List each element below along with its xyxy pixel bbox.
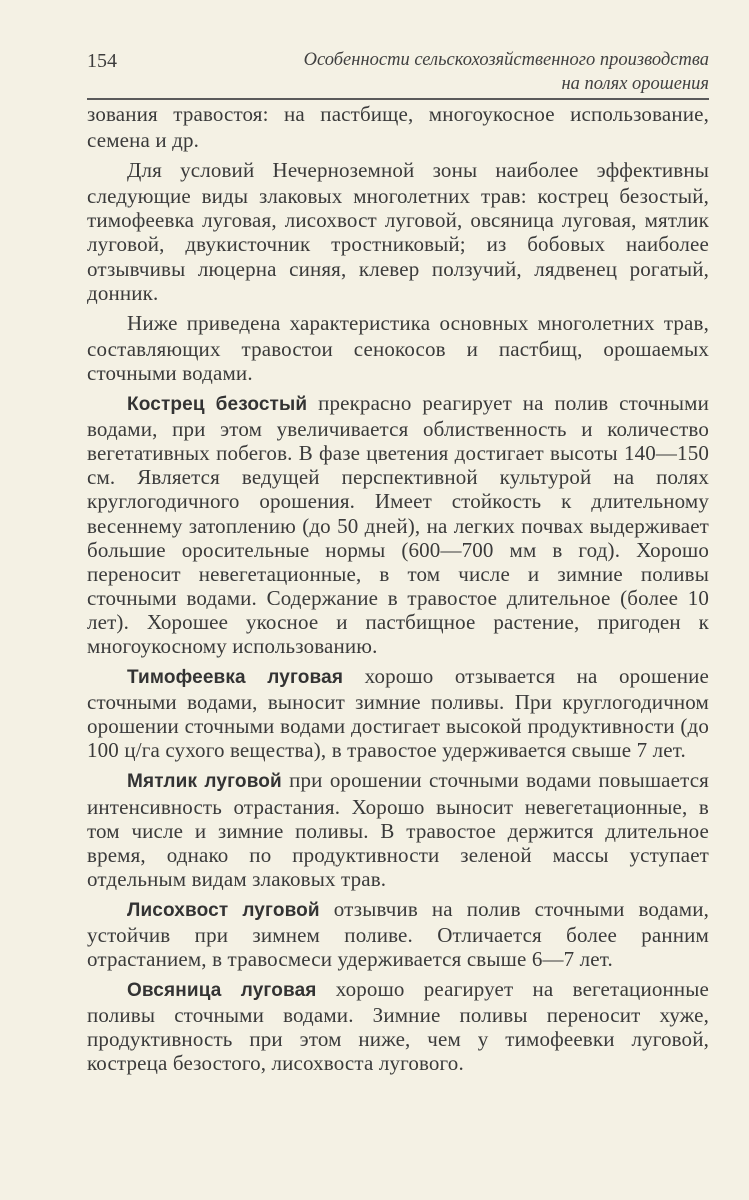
running-head-line-1: Особенности сельскохозяйственного производства <box>303 50 709 70</box>
paragraph-term: Лисохвост луговой <box>127 899 320 921</box>
paragraph-text: Для условий Нечерноземной зоны наиболее эффективны следующие виды злаковых многолетних трав: кострец безостый, тимофеевка луговая, лисохвост луговой, овсяница луговая, мятлик луговой, двукисточник тростниковый; из бобовых наиболее отзывчивы люцерна синяя, клевер ползучий, лядвенец рогатый, донник. <box>87 158 709 305</box>
paragraph-text: при орошении сточными водами повышается интенсивность отрастания. Хорошо выносит невегетационные, в том числе и зимние поливы. В травостое держится длительное время, однако по продуктивности зеленой массы уступает отдельным видам злаковых трав. <box>87 768 709 891</box>
paragraph-text: прекрасно реагирует на полив сточными водами, при этом увеличивается облиственность и количество вегетативных побегов. В фазе цветения достигает высоты 140—150 см. Является ведущей перспективной культурой на полях круглогодичного орошения. Имеет стойкость к длительному весеннему затоплению (до 50 дней), на легких почвах выдерживает большие оросительные нормы (600—700 мм в год). Хорошо переносит невегетационные, в том числе и зимние поливы сточными водами. Содержание в травостое длительное (более 10 лет). Хорошее укосное и пастбищное растение, пригоден к многоукосному использованию. <box>87 391 709 658</box>
page-header <box>87 44 709 104</box>
paragraph-intro-characteristics <box>87 311 709 385</box>
paragraph-myatlik <box>87 768 709 890</box>
paragraph-term: Овсяница луговая <box>127 980 317 1002</box>
running-head <box>304 48 709 96</box>
body-text <box>87 102 709 1082</box>
paragraph-term: Тимофеевка луговая <box>127 667 344 689</box>
paragraph-text: хорошо отзывается на орошение сточными водами, выносит зимние поливы. При круглогодичном орошении сточными водами достигает высокой продуктивности (до 100 ц/га сухого вещества), в травостое удерживается свыше 7 лет. <box>87 664 709 763</box>
paragraph-term: Мятлик луговой <box>127 771 282 793</box>
paragraph-text: хорошо реагирует на вегетационные поливы сточными водами. Зимние поливы переносит хуже, продуктивность при этом ниже, чем у тимофеевки луговой, костреца безостого, лисохвоста лугового. <box>87 977 709 1076</box>
paragraph-lisokhvost <box>87 897 709 971</box>
running-head-line-2: на полях орошения <box>561 74 709 94</box>
paragraph-kostrets <box>87 391 709 658</box>
page-number: 154 <box>87 50 117 72</box>
paragraph-timofeevka <box>87 664 709 762</box>
paragraph-text: Ниже приведена характеристика основных многолетних трав, составляющих травостои сенокосов и пастбищ, орошаемых сточными водами. <box>87 310 709 385</box>
paragraph-intro-species <box>87 158 709 305</box>
header-rule <box>87 98 709 100</box>
paragraph-continuation <box>87 102 709 152</box>
paragraph-text: отзывчив на полив сточными водами, устойчив при зимнем поливе. Отличается более ранним отрастанием, в травосмеси удерживается свыше 6—7 лет. <box>87 896 709 972</box>
paragraph-text: зования травостоя: на пастбище, многоукосное использование, семена и др. <box>87 102 709 153</box>
paragraph-ovsyanitsa <box>87 977 709 1075</box>
paragraph-term: Кострец безостый <box>127 394 308 416</box>
